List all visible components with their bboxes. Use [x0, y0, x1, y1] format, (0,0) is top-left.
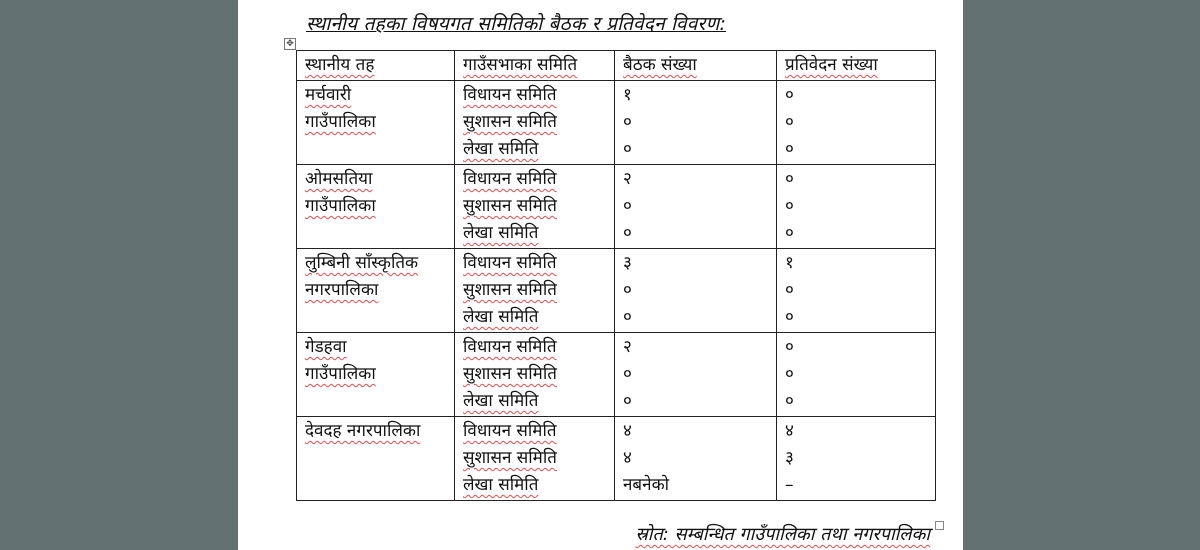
table-header-row — [297, 51, 936, 81]
committee-report-table — [296, 50, 936, 501]
cell-committees-text: लेखा समिति — [463, 475, 539, 495]
cell-reports-text: ० — [785, 196, 794, 216]
cell-reports — [777, 165, 936, 249]
cell-reports-text: ० — [785, 280, 794, 300]
cell-meetings-text: ० — [623, 112, 632, 132]
cell-reports-text: १ — [785, 253, 794, 273]
cell-meetings-text: ० — [623, 364, 632, 384]
cell-meetings — [615, 417, 777, 501]
source-note: स्रोत: सम्बन्धित गाउँपालिका तथा नगरपालिका — [635, 524, 930, 545]
cell-committees — [455, 249, 615, 333]
cell-meetings-text: १ — [623, 85, 632, 105]
cell-committees — [455, 81, 615, 165]
cell-committees-text: सुशासन समिति — [463, 280, 557, 300]
header-local-level: स्थानीय तह — [297, 51, 455, 81]
cell-local-level-text: ओमसतिया — [305, 169, 373, 189]
cell-committees-text: सुशासन समिति — [463, 448, 557, 468]
cell-meetings-text: ४ — [623, 448, 632, 468]
cell-committees-text: सुशासन समिति — [463, 364, 557, 384]
cell-local-level-text: गाउँपालिका — [305, 364, 376, 384]
cell-meetings-text: २ — [623, 337, 632, 357]
cell-committees-text: सुशासन समिति — [463, 112, 557, 132]
cell-meetings-text: ३ — [623, 253, 632, 273]
cell-local-level-text: गाउँपालिका — [305, 196, 376, 216]
cell-reports-text: ० — [785, 391, 794, 411]
cell-local-level-text: मर्चवारी — [305, 85, 352, 105]
cell-reports-text: – — [785, 475, 794, 495]
cell-meetings — [615, 165, 777, 249]
cell-meetings — [615, 81, 777, 165]
cell-committees-text: सुशासन समिति — [463, 196, 557, 216]
cell-meetings-text: ० — [623, 196, 632, 216]
cell-reports-text: ३ — [785, 448, 794, 468]
cell-meetings-text: २ — [623, 169, 632, 189]
table-row — [297, 165, 936, 249]
cell-reports — [777, 417, 936, 501]
cell-committees-text: विधायन समिति — [463, 169, 557, 189]
table-row — [297, 81, 936, 165]
cell-committees — [455, 165, 615, 249]
cell-reports-text: ० — [785, 364, 794, 384]
cell-reports-text: ० — [785, 223, 794, 243]
cell-reports-text: ० — [785, 85, 794, 105]
table-row — [297, 333, 936, 417]
cell-local-level-text: गेडहवा — [305, 337, 347, 357]
cell-meetings — [615, 333, 777, 417]
cell-committees-text: लेखा समिति — [463, 139, 539, 159]
cell-meetings-text: ० — [623, 280, 632, 300]
cell-local-level — [297, 333, 455, 417]
table-row — [297, 249, 936, 333]
cell-committees-text: विधायन समिति — [463, 85, 557, 105]
cell-reports-text: ० — [785, 169, 794, 189]
cell-meetings-text: ० — [623, 307, 632, 327]
table-move-handle-icon[interactable]: ✥ — [284, 38, 296, 50]
cell-reports-text: ४ — [785, 421, 794, 441]
cell-local-level-text: देवदह नगरपालिका — [305, 421, 421, 441]
header-meetings: बैठक संख्या — [615, 51, 777, 81]
cell-local-level — [297, 81, 455, 165]
cell-committees — [455, 417, 615, 501]
cell-meetings-text: ४ — [623, 421, 632, 441]
cell-committees-text: विधायन समिति — [463, 253, 557, 273]
cell-reports-text: ० — [785, 112, 794, 132]
cell-committees-text: लेखा समिति — [463, 223, 539, 243]
document-title: स्थानीय तहका विषयगत समितिको बैठक र प्रतिवेदन विवरण: — [306, 13, 727, 35]
cell-local-level — [297, 417, 455, 501]
cell-committees-text: विधायन समिति — [463, 337, 557, 357]
header-committee: गाउँसभाका समिति — [455, 51, 615, 81]
cell-reports — [777, 333, 936, 417]
document-page — [238, 0, 963, 550]
header-reports: प्रतिवेदन संख्या — [777, 51, 936, 81]
cell-reports-text: ० — [785, 139, 794, 159]
cell-meetings-text: ० — [623, 139, 632, 159]
cell-meetings — [615, 249, 777, 333]
cell-committees-text: लेखा समिति — [463, 391, 539, 411]
cell-reports — [777, 81, 936, 165]
cell-reports-text: ० — [785, 337, 794, 357]
cell-reports-text: ० — [785, 307, 794, 327]
table-row — [297, 417, 936, 501]
cell-local-level — [297, 249, 455, 333]
cell-committees-text: विधायन समिति — [463, 421, 557, 441]
cell-local-level-text: लुम्बिनी साँस्कृतिक — [305, 253, 419, 273]
cell-local-level-text: नगरपालिका — [305, 280, 379, 300]
cell-meetings-text: ० — [623, 223, 632, 243]
cell-committees-text: लेखा समिति — [463, 307, 539, 327]
cell-meetings-text: ० — [623, 391, 632, 411]
table-resize-handle[interactable] — [935, 521, 944, 530]
cell-local-level — [297, 165, 455, 249]
cell-local-level-text: गाउँपालिका — [305, 112, 376, 132]
cell-reports — [777, 249, 936, 333]
cell-committees — [455, 333, 615, 417]
cell-meetings-text: नबनेको — [623, 475, 670, 495]
